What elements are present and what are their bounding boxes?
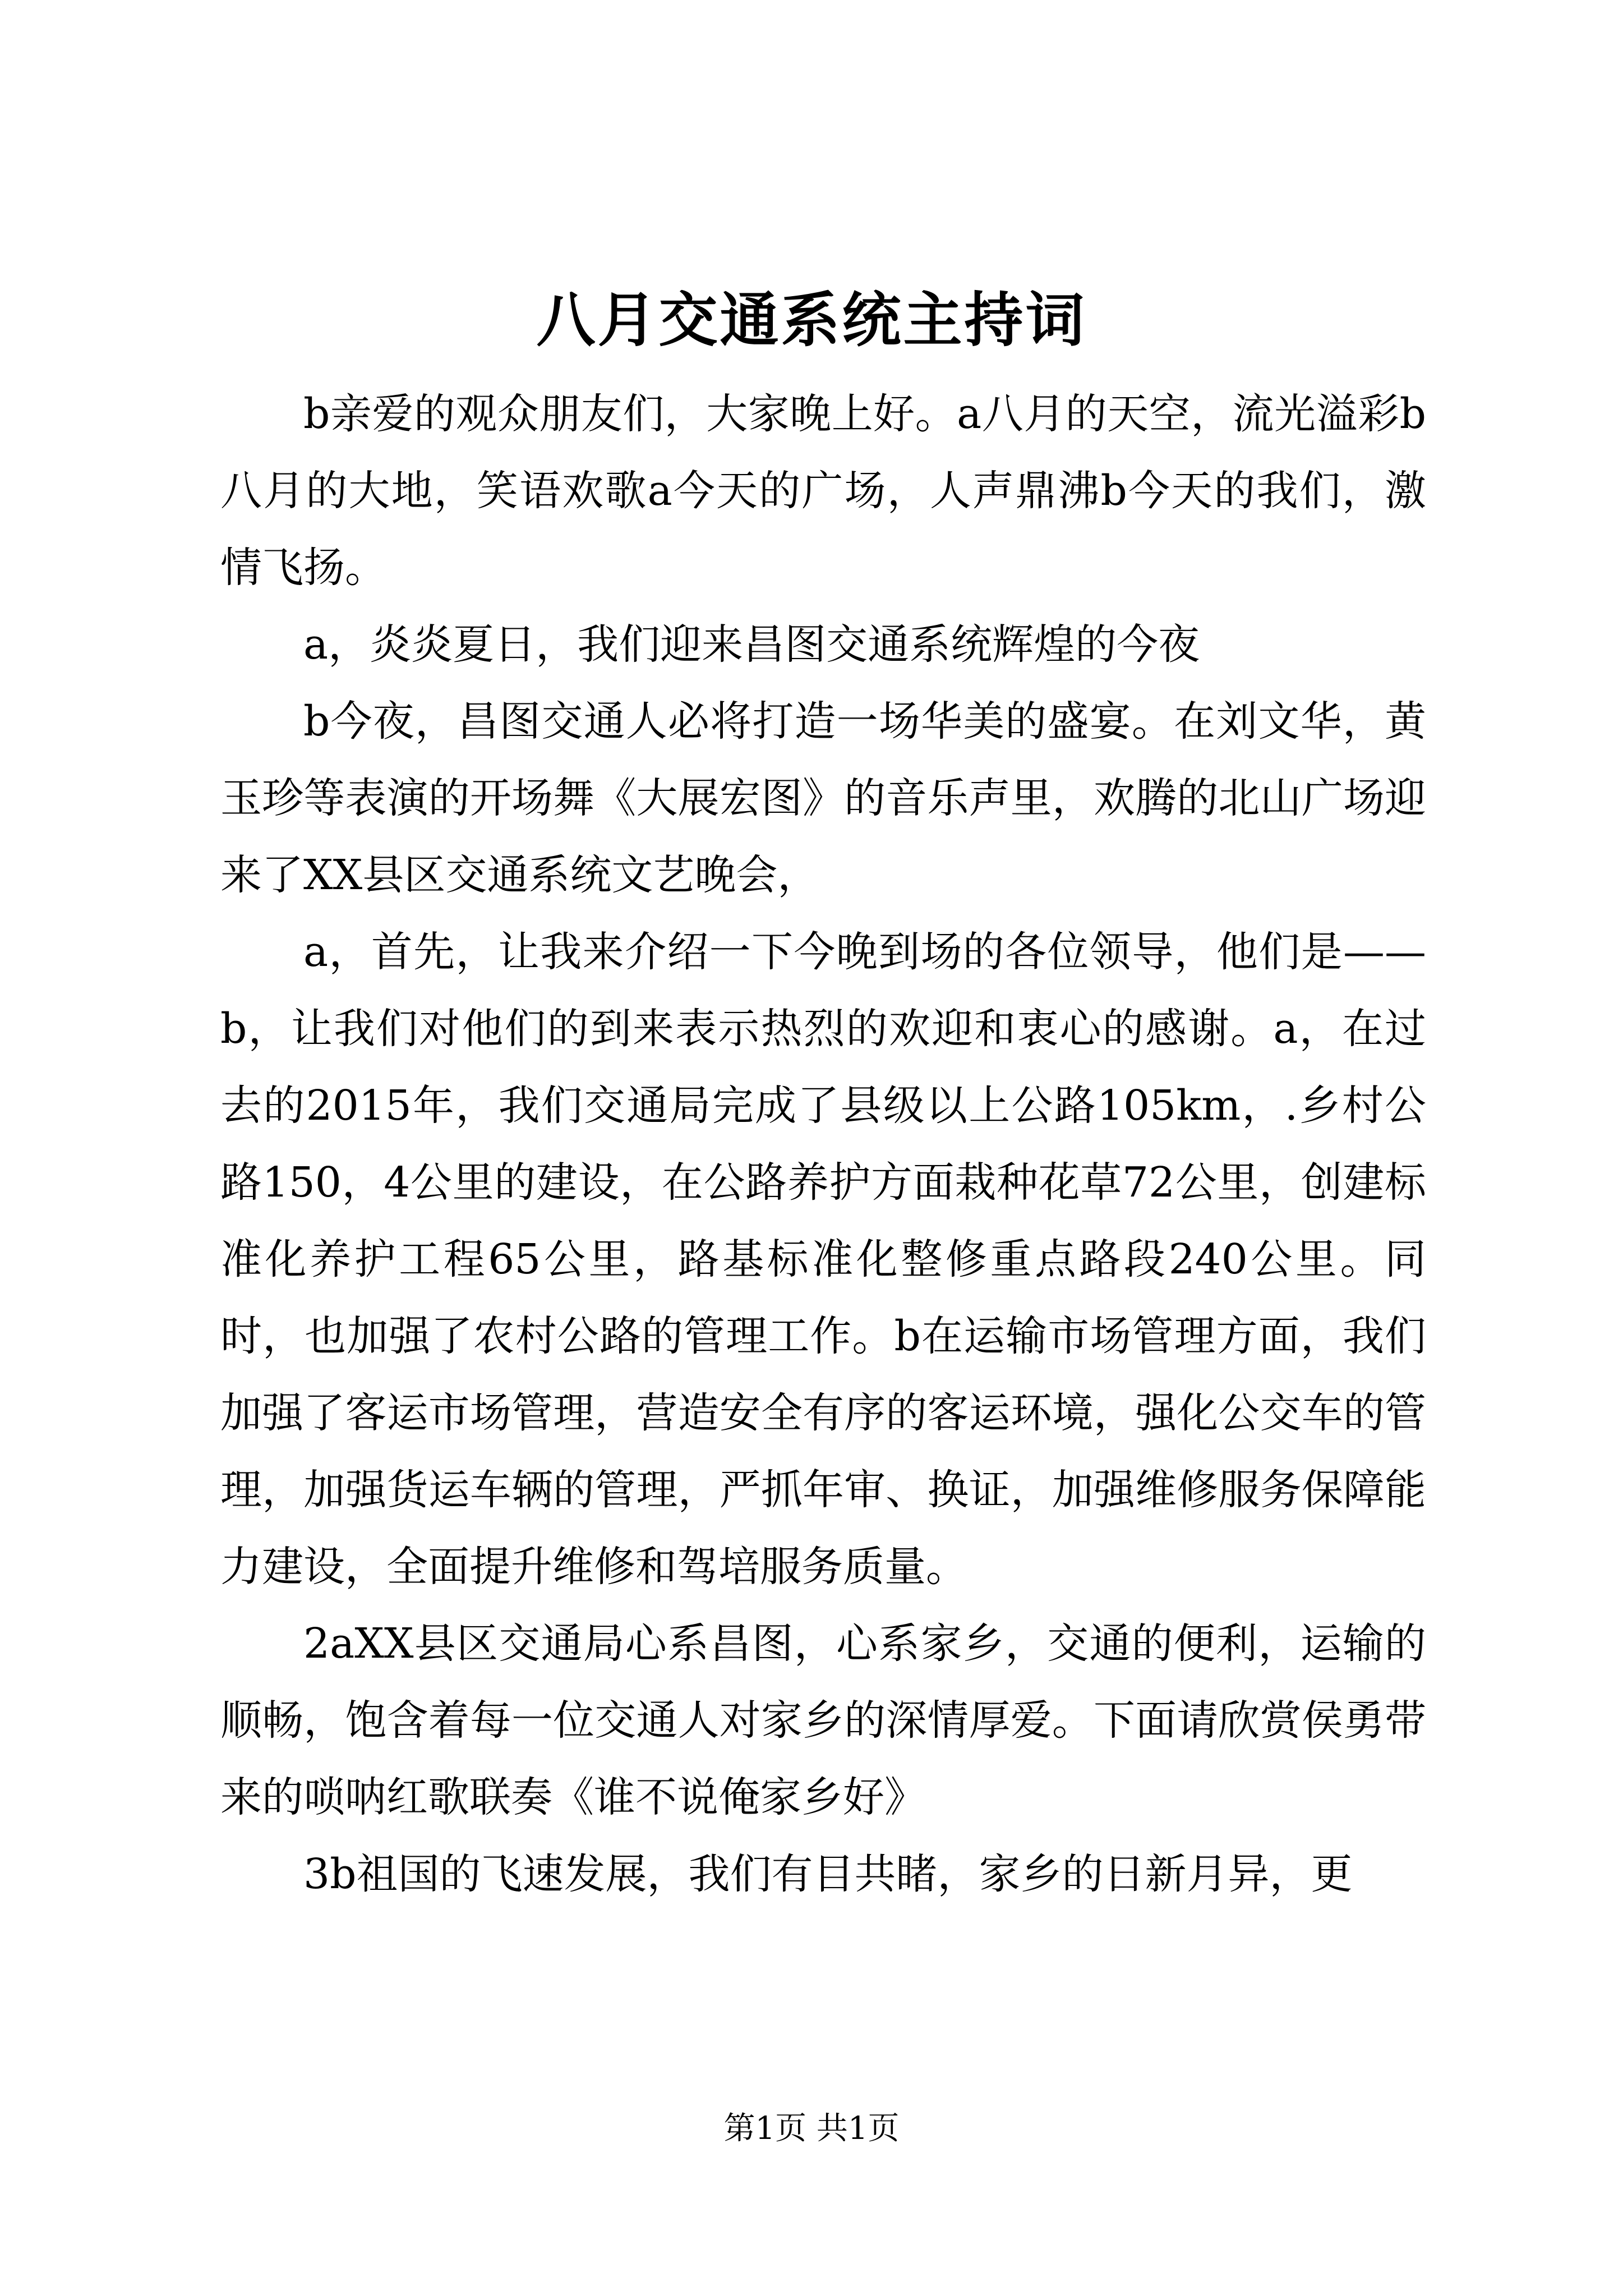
paragraph-suona-performance: 2aXX县区交通局心系昌图，心系家乡，交通的便利，运输的顺畅，饱含着每一位交通人对家乡的深情厚爱。下面请欣赏侯勇带来的唢呐红歌联奏《谁不说俺家乡好》 bbox=[220, 1619, 1426, 1821]
page-footer: 第1页 共1页 bbox=[723, 2110, 900, 2147]
document-body bbox=[220, 376, 1426, 1913]
paragraph-achievements: a，首先，让我来介绍一下今晚到场的各位领导，他们是——b，让我们对他们的到来表示热烈的欢迎和衷心的感谢。a，在过去的2015年，我们交通局完成了县级以上公路105km，.乡村公路150，4公里的建设，在公路养护方面栽种花草72公里，创建标准化养护工程65公里，路基标准化整修重点路段240公里。同时，也加强了农村公路的管理工作。b在运输市场管理方面，我们加强了客运市场管理，营造安全有序的客运环境，强化公交车的管理，加强货运车辆的管理，严抓年审、换证，加强维修服务保障能力建设，全面提升维修和驾培服务质量。 bbox=[220, 928, 1426, 1591]
paragraph-development: 3b祖国的飞速发展，我们有目共睹，家乡的日新月异，更 bbox=[303, 1850, 1353, 1898]
paragraph-summer-night: a，炎炎夏日，我们迎来昌图交通系统辉煌的今夜 bbox=[303, 620, 1200, 669]
paragraph-opening-dance: b今夜，昌图交通人必将打造一场华美的盛宴。在刘文华，黄玉珍等表演的开场舞《大展宏图》的音乐声里，欢腾的北山广场迎来了XX县区交通系统文艺晚会， bbox=[220, 697, 1426, 899]
document-title: 八月交通系统主持词 bbox=[536, 285, 1087, 355]
paragraph-greeting: b亲爱的观众朋友们，大家晚上好。a八月的天空，流光溢彩b八月的大地，笑语欢歌a今天的广场，人声鼎沸b今天的我们，激情飞扬。 bbox=[220, 390, 1426, 592]
